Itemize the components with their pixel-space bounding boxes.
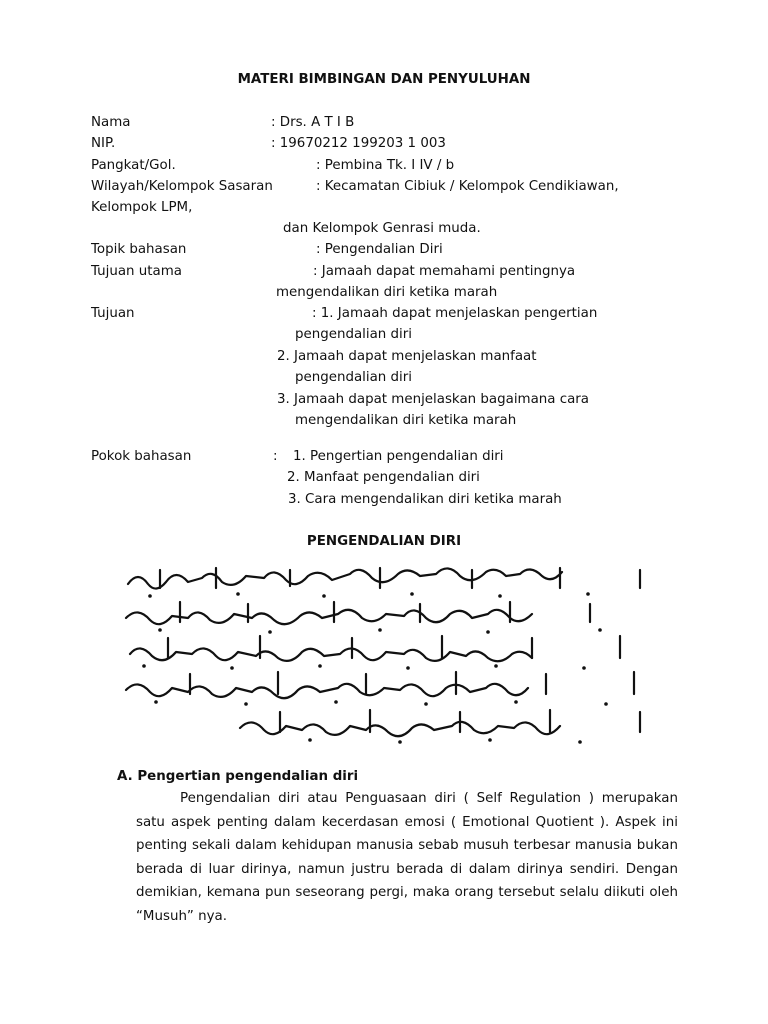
section-title: PENGENDALIAN DIRI [306,534,462,549]
tujuan-utama-continuation: mengendalikan diri ketika marah [276,285,498,300]
tujuan-item-2-cont: pengendalian diri [295,370,412,385]
section-a-heading: A. Pengertian pengendalian diri [117,769,359,784]
wilayah-wrap: Kelompok LPM, [91,200,193,215]
pokok-label: Pokok bahasan [91,449,192,464]
tujuan-item-3: 3. Jamaah dapat menjelaskan bagaimana cara [277,392,590,407]
pangkat-label: Pangkat/Gol. [91,158,176,173]
document-title: MATERI BIMBINGAN DAN PENYULUHAN [237,72,531,87]
tujuan-item-1: : 1. Jamaah dapat menjelaskan pengertian [312,306,598,321]
tujuan-utama-label: Tujuan utama [91,264,182,279]
nama-label: Nama [91,115,131,130]
topik-value: : Pengendalian Diri [316,242,443,257]
nama-value: : Drs. A T I B [271,115,355,130]
section-a-paragraph: Pengendalian diri atau Penguasaan diri ( Self Regulation ) merupakan satu aspek penting dalam kecerdasan emosi ( Emotional Quotient ). Aspek ini penting sekali dalam kehidupan manusia sebab musuh terbesar manusia bukan berada di luar dirinya, namun justru berada di dalam dirinya sendiri. Dengan demikian, kemana pun seseorang pergi, maka orang tersebut selalu diikuti oleh “Musuh” nya. [136,791,678,924]
tujuan-item-2: 2. Jamaah dapat menjelaskan manfaat [277,349,537,364]
pokok-item-1: 1. Pengertian pengendalian diri [293,449,504,464]
pokok-colon: : [273,449,278,464]
nip-label: NIP. [91,136,116,151]
wilayah-value: : Kecamatan Cibiuk / Kelompok Cendikiawan, [316,179,619,194]
pokok-item-3: 3. Cara mengendalikan diri ketika marah [288,492,562,507]
arabic-calligraphy-image [120,562,680,754]
nip-value: : 19670212 199203 1 003 [271,136,446,151]
wilayah-label: Wilayah/Kelompok Sasaran [91,179,273,194]
wilayah-continuation: dan Kelompok Genrasi muda. [283,221,481,236]
tujuan-label: Tujuan [91,306,135,321]
tujuan-utama-value: : Jamaah dapat memahami pentingnya [313,264,576,279]
tujuan-item-3-cont: mengendalikan diri ketika marah [295,413,517,428]
pokok-item-2: 2. Manfaat pengendalian diri [287,470,480,485]
pangkat-value: : Pembina Tk. I IV / b [316,158,455,173]
tujuan-item-1-cont: pengendalian diri [295,327,412,342]
topik-label: Topik bahasan [91,242,187,257]
